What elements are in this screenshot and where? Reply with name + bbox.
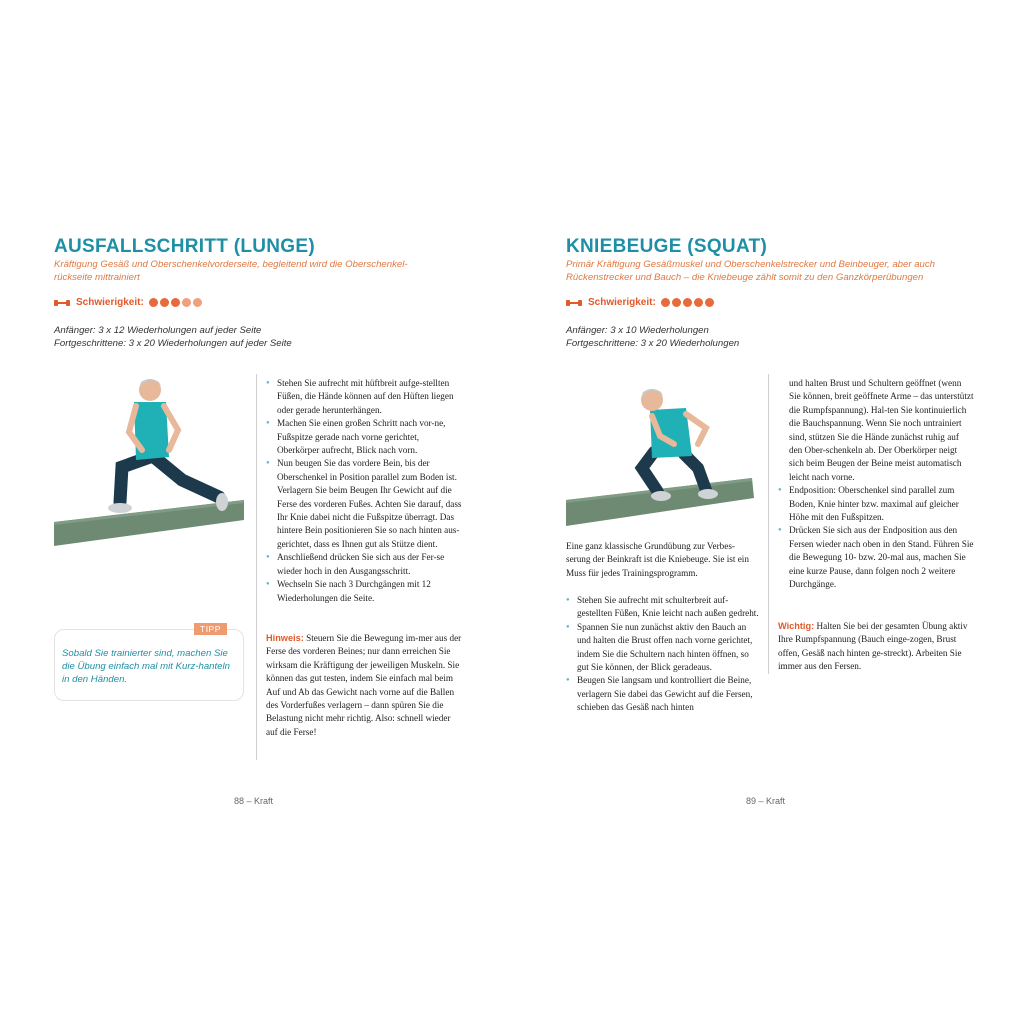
tip-text: Sobald Sie trainierter sind, machen Sie die Übung einfach mal mit Kurz-hanteln in den Händen. xyxy=(62,648,230,685)
left-title: AUSFALLSCHRITT (LUNGE) xyxy=(54,236,315,257)
lunge-photo xyxy=(54,372,246,550)
difficulty-dots xyxy=(661,298,716,307)
right-subtitle xyxy=(566,258,996,284)
right-instructions-col1 xyxy=(566,594,760,715)
list-item: ● Nun beugen Sie das vordere Bein, bis der Oberschenkel in Position parallel zum Boden ist. Verlagern Sie beim Beugen Ihr Gewicht auf die Ferse des vorderen Fußes. Achten Sie darauf, dass Ihr Knie dabei nicht die Fußspitze überragt. Das hintere Bein positionieren Sie so nach hinten aus-gerichtet, dass es Ihnen gut als Stütze dient. xyxy=(266,457,462,551)
difficulty-dot xyxy=(705,298,714,307)
dumbbell-icon xyxy=(566,299,582,307)
list-item: ● Spannen Sie nun zunächst aktiv den Bauch an und halten die Brust offen nach vorne gerichtet, indem Sie die Schultern nach hinten öffnen, so gut Sie können, der Blick geradeaus. xyxy=(566,621,760,675)
squat-intro: Eine ganz klassische Grundübung zur Verbes-serung der Beinkraft ist die Kniebeuge. Sie ist ein Muss für jedes Trainingsprogramm. xyxy=(566,541,749,578)
left-subtitle xyxy=(54,258,474,284)
hint-text: Steuern Sie die Bewegung im-mer aus der Ferse des vorderen Beines; nur dann erreichen Sie wirksam die Kräftigung der jeweiligen Muskeln. Sie können das gut testen, indem Sie einfach mal beim Auf und Ab das Gewicht nach vorne auf die Ballen des Vorderfußes verlagern – dann spüren Sie die Belastung nicht mehr richtig. Also: schnell wieder auf die Ferse! xyxy=(266,633,462,737)
difficulty-dot xyxy=(193,298,202,307)
right-subtitle-line2: Rückenstrecker und Bauch – die Kniebeuge zählt somit zu den Ganzkörperübungen xyxy=(566,272,924,283)
difficulty-dot xyxy=(661,298,670,307)
left-column-divider xyxy=(256,374,257,760)
reps-advanced: Fortgeschrittene: 3 x 20 Wiederholungen xyxy=(566,338,740,349)
difficulty-dot xyxy=(160,298,169,307)
difficulty-label: Schwierigkeit: xyxy=(76,297,144,308)
right-instructions-col2 xyxy=(778,377,974,592)
list-item: ● Anschließend drücken Sie sich aus der Fer-se wieder hoch in den Ausgangsschritt. xyxy=(266,551,462,578)
list-item: ● Drücken Sie sich aus der Endposition aus den Fersen wieder nach oben in den Stand. Führen Sie die Bewegung 10- bzw. 20-mal aus, machen Sie eine kurze Pause, dann folgen noch 2 weitere Durchgänge. xyxy=(778,524,974,591)
list-item: ● Stehen Sie aufrecht mit schulterbreit auf-gestellten Füßen, Knie leicht nach außen gedreht. xyxy=(566,594,760,621)
left-reps xyxy=(54,324,292,350)
difficulty-dot xyxy=(171,298,180,307)
difficulty-dot xyxy=(149,298,158,307)
right-important xyxy=(778,620,974,674)
list-item: ● Beugen Sie langsam und kontrolliert die Beine, verlagern Sie dabei das Gewicht auf die Fersen, schieben das Gesäß nach hinten xyxy=(566,674,760,714)
difficulty-dots xyxy=(149,298,204,307)
difficulty-label: Schwierigkeit: xyxy=(588,297,656,308)
left-page-number: 88 – Kraft xyxy=(234,796,274,806)
right-column-divider xyxy=(768,374,769,674)
right-reps xyxy=(566,324,739,350)
left-difficulty xyxy=(54,297,204,308)
list-item: ● Machen Sie einen großen Schritt nach vor-ne, Fußspitze gerade nach vorne gerichtet, Oberkörper aufrecht, Blick nach vorn. xyxy=(266,417,462,457)
left-subtitle-line2: rückseite mittrainiert xyxy=(54,272,140,283)
left-instructions xyxy=(266,377,462,605)
difficulty-dot xyxy=(694,298,703,307)
tip-label: TIPP xyxy=(194,623,227,635)
right-difficulty xyxy=(566,297,716,308)
reps-advanced: Fortgeschrittene: 3 x 20 Wiederholungen auf jeder Seite xyxy=(54,338,292,349)
squat-photo xyxy=(566,372,758,532)
difficulty-dot xyxy=(672,298,681,307)
right-title: KNIEBEUGE (SQUAT) xyxy=(566,236,768,257)
continuation-text: und halten Brust und Schultern geöffnet (wenn Sie können, breit geöffnete Arme – das unterstützt die Rumpfspannung). Hal-ten Sie kontinuierlich die Bauchspannung. Wenn Sie noch untrainiert sind, stützen Sie die Hände zunächst ruhig auf den Ober-schenkeln ab. Der Oberkörper neigt sich beim Beugen der Beine meist automatisch leicht nach vorne. xyxy=(789,378,974,482)
difficulty-dot xyxy=(683,298,692,307)
reps-beginner: Anfänger: 3 x 10 Wiederholungen xyxy=(566,325,709,336)
list-item: ● Endposition: Oberschenkel sind parallel zum Boden, Knie hinter bzw. maximal auf gleicher Höhe mit den Fußspitzen. xyxy=(778,484,974,524)
reps-beginner: Anfänger: 3 x 12 Wiederholungen auf jeder Seite xyxy=(54,325,262,336)
important-text: Halten Sie bei der gesamten Übung aktiv Ihre Rumpfspannung (Bauch einge-zogen, Brust offen, Gesäß nach hinten ge-streckt). Arbeiten Sie immer aus den Fersen. xyxy=(778,621,968,672)
left-hint xyxy=(266,632,462,739)
list-item: ● Wechseln Sie nach 3 Durchgängen mit 12 Wiederholungen die Seite. xyxy=(266,578,462,605)
list-item: ● Stehen Sie aufrecht mit hüftbreit aufge-stellten Füßen, die Hände können auf den Hüften liegen oder gerade herunterhängen. xyxy=(266,377,462,417)
important-label: Wichtig: xyxy=(778,621,815,631)
right-subtitle-line1: Primär Kräftigung Gesäßmuskel und Oberschenkelstrecker und Beinbeuger, aber auch xyxy=(566,259,936,270)
left-subtitle-line1: Kräftigung Gesäß und Oberschenkelvorderseite, begleitend wird die Oberschenkel- xyxy=(54,259,408,270)
difficulty-dot xyxy=(182,298,191,307)
hint-label: Hinweis: xyxy=(266,633,304,643)
dumbbell-icon xyxy=(54,299,70,307)
right-page-number: 89 – Kraft xyxy=(746,796,786,806)
